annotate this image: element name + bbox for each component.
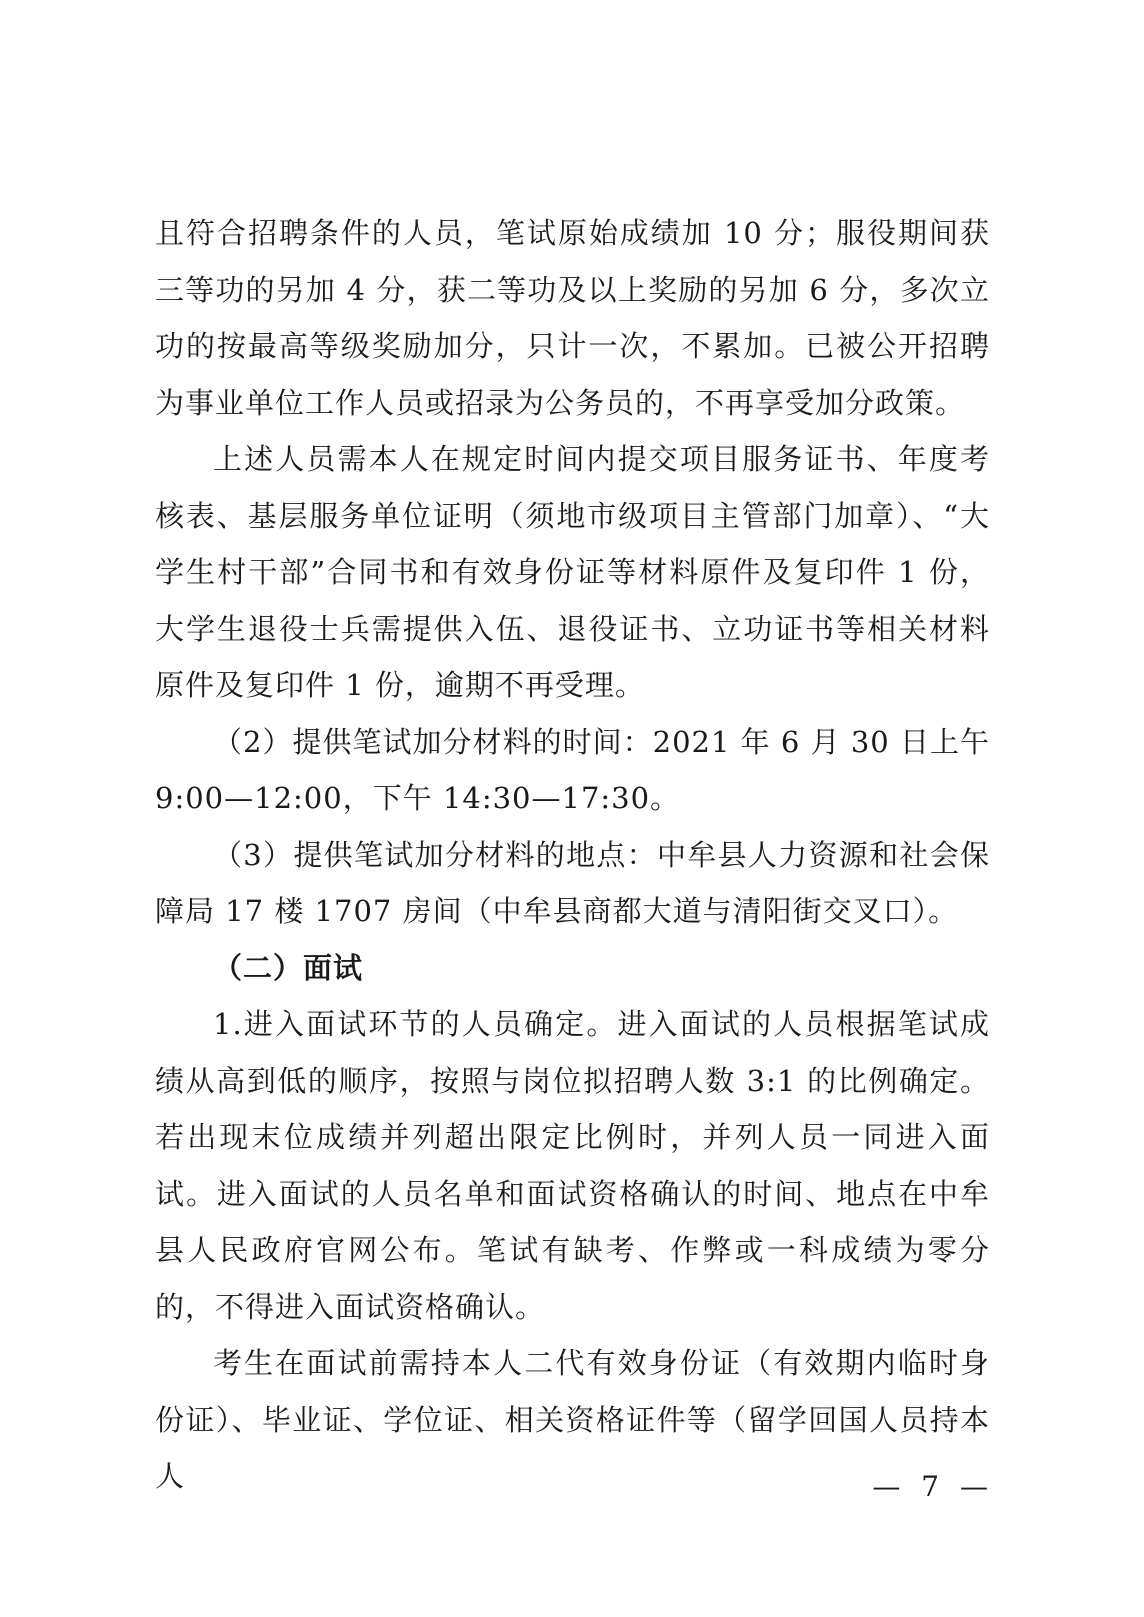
page-number: — 7 — — [872, 1470, 994, 1503]
paragraph-interview-selection: 1.进入面试环节的人员确定。进入面试的人员根据笔试成绩从高到低的顺序，按照与岗位拟招聘人数 3:1 的比例确定。若出现末位成绩并列超出限定比例时，并列人员一同进入面试。进入面试的人员名单和面试资格确认的时间、地点在中牟县人民政府官网公布。笔试有缺考、作弊或一科成绩为零分的，不得进入面试资格确认。 — [155, 1007, 990, 1324]
paragraph-required-materials: 上述人员需本人在规定时间内提交项目服务证书、年度考核表、基层服务单位证明（须地市级项目主管部门加章）、“大学生村干部”合同书和有效身份证等材料原件及复印件 1 份，大学生退役士兵需提供入伍、退役证书、立功证书等相关材料原件及复印件 1 份，逾期不再受理。 — [155, 442, 990, 702]
document-body — [155, 205, 990, 1505]
paragraph-bonus-points: 且符合招聘条件的人员，笔试原始成绩加 10 分；服役期间获三等功的另加 4 分，获二等功及以上奖励的另加 6 分，多次立功的按最高等级奖励加分，只计一次，不累加。已被公开招聘为事业单位工作人员或招录为公务员的，不再享受加分政策。 — [155, 216, 990, 420]
section-heading-interview: （二）面试 — [213, 950, 364, 985]
paragraph-submission-time: （2）提供笔试加分材料的时间：2021 年 6 月 30 日上午 9:00—12:00，下午 14:30—17:30。 — [155, 724, 990, 815]
paragraph-submission-location: （3）提供笔试加分材料的地点：中牟县人力资源和社会保障局 17 楼 1707 房间（中牟县商都大道与清阳街交叉口）。 — [155, 837, 990, 928]
paragraph-interview-documents: 考生在面试前需持本人二代有效身份证（有效期内临时身份证）、毕业证、学位证、相关资格证件等（留学回国人员持本人 — [155, 1346, 990, 1493]
